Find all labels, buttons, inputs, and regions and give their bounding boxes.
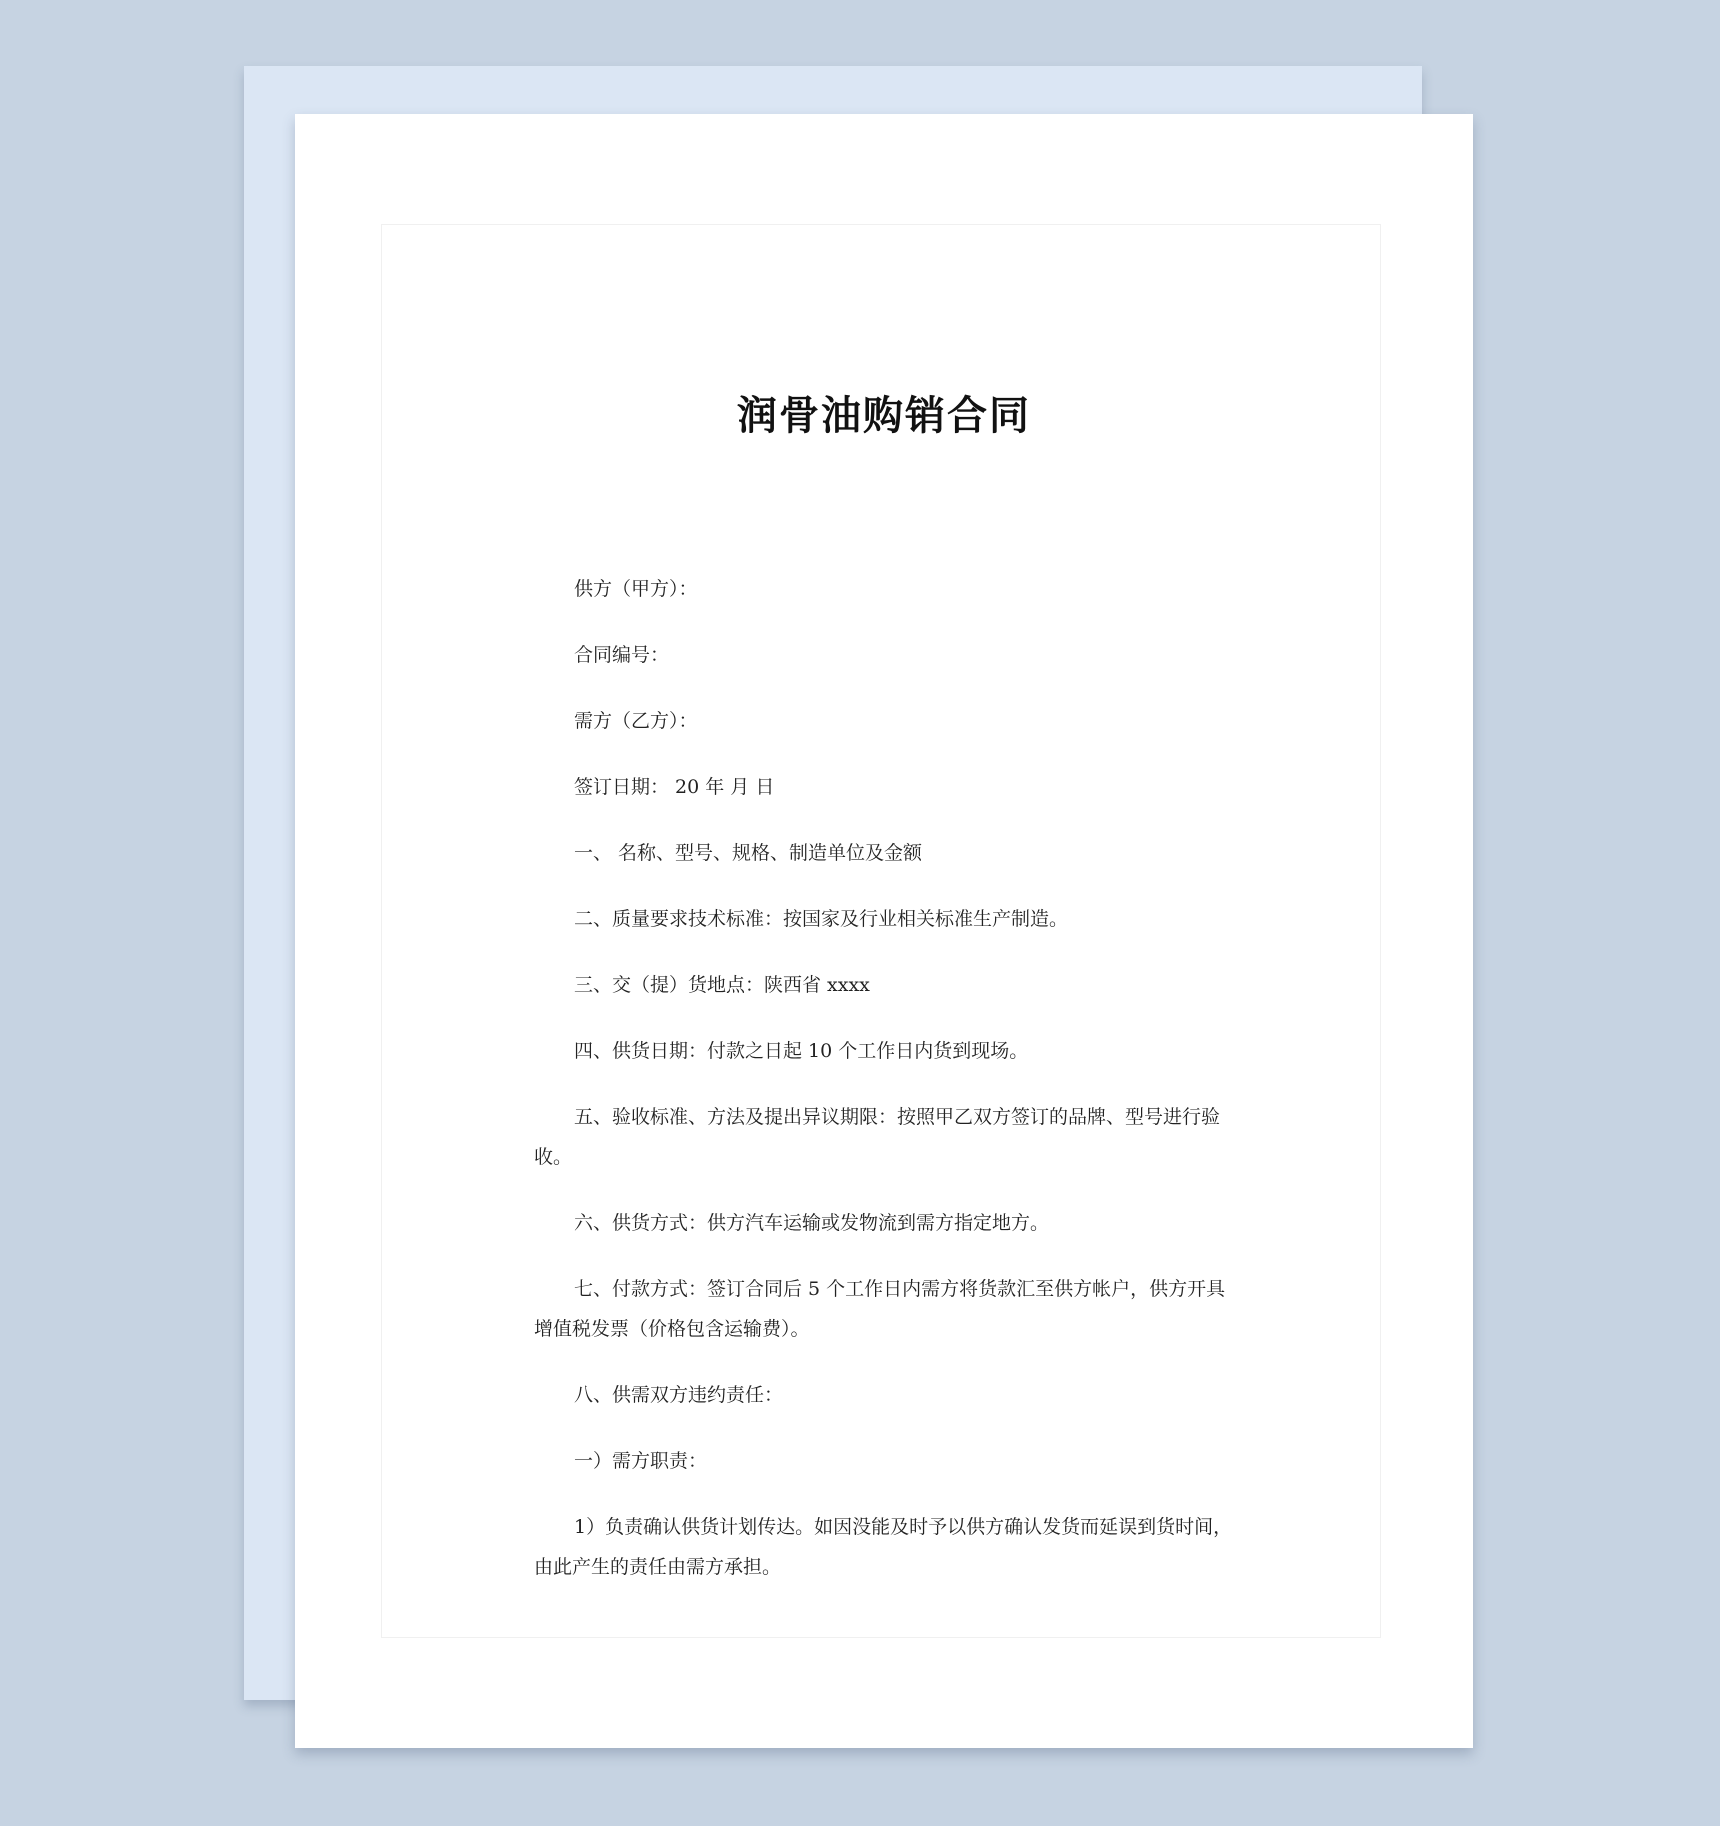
buyer-line: 需方（乙方）：	[574, 710, 698, 732]
supplier-line: 供方（甲方）：	[574, 578, 698, 600]
clause-7: 七、付款方式：签订合同后 5 个工作日内需方将货款汇至供方帐户，供方开具增值税发票（价格包含运输费）。	[534, 1278, 1226, 1340]
clause-5: 五、验收标准、方法及提出异议期限：按照甲乙双方签订的品牌、型号进行验收。	[534, 1106, 1221, 1168]
sub-clause-item-1: 1）负责确认供货计划传达。如因没能及时予以供方确认发货而延误到货时间，由此产生的责任由需方承担。	[534, 1516, 1233, 1578]
signing-date-line: 签订日期： 20 年 月 日	[574, 776, 775, 798]
clause-6: 六、供货方式：供方汽车运输或发物流到需方指定地方。	[574, 1212, 1050, 1234]
clause-1: 一、 名称、型号、规格、制造单位及金额	[574, 842, 923, 864]
sub-clause-buyer-duties: 一）需方职责：	[574, 1450, 708, 1472]
clause-2: 二、质量要求技术标准：按国家及行业相关标准生产制造。	[574, 908, 1069, 930]
contract-body	[534, 576, 1234, 1620]
clause-3: 三、交（提）货地点：陕西省 xxxx	[574, 974, 870, 996]
clause-4: 四、供货日期：付款之日起 10 个工作日内货到现场。	[574, 1040, 1029, 1062]
document-page	[295, 114, 1473, 1748]
document-title: 润骨油购销合同	[737, 392, 1031, 439]
contract-number-line: 合同编号：	[574, 644, 670, 666]
clause-8: 八、供需双方违约责任：	[574, 1384, 784, 1406]
